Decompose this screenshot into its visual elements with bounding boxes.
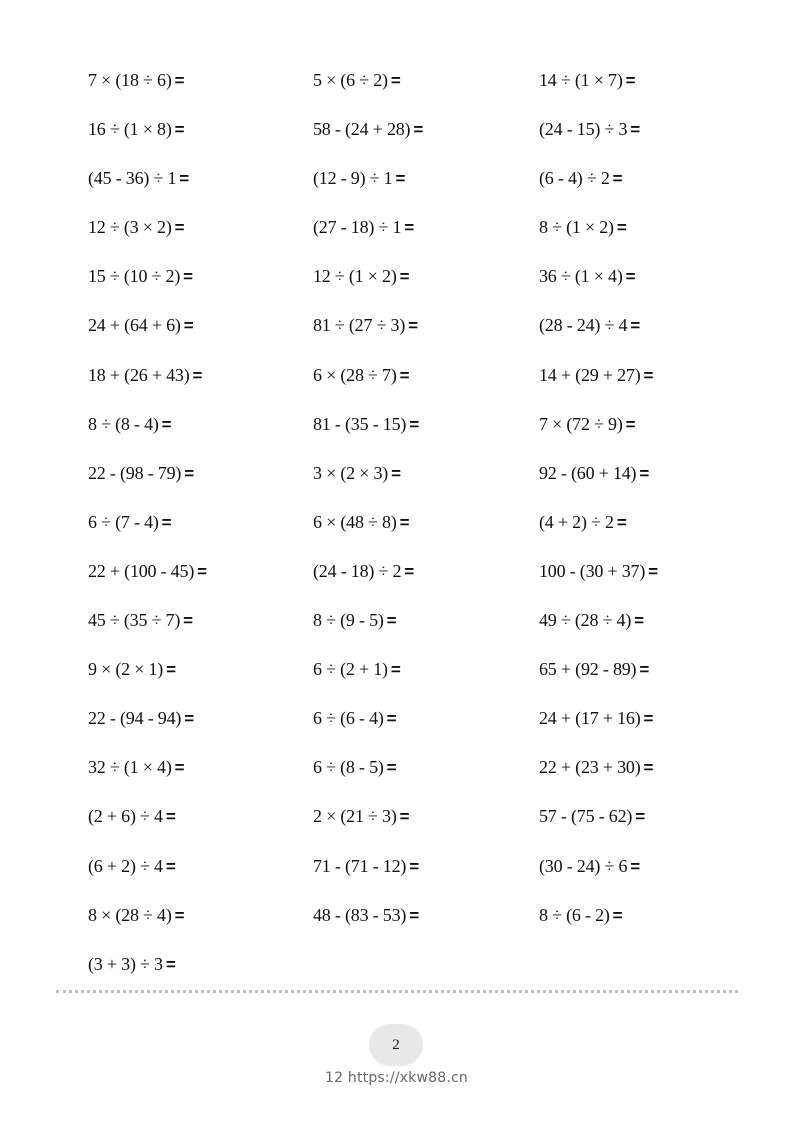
problem-expression: 32 ÷ (1 × 4): [88, 757, 172, 778]
problem-expression: 9 × (2 × 1): [88, 659, 164, 680]
math-problem: [539, 802, 739, 831]
math-problem: [88, 704, 313, 733]
problem-expression: 15 ÷ (10 ÷ 2): [88, 266, 181, 287]
dotted-divider: [56, 990, 738, 993]
equals-sign: =: [399, 365, 410, 385]
math-problem: [313, 901, 539, 930]
math-problem: [539, 262, 739, 291]
math-problem: [88, 606, 313, 635]
equals-sign: =: [643, 758, 654, 778]
problem-expression: 71 - (71 - 12): [313, 855, 407, 876]
math-problem: [313, 655, 539, 684]
equals-sign: =: [399, 807, 410, 827]
problem-expression: 81 ÷ (27 ÷ 3): [313, 315, 406, 336]
equals-sign: =: [404, 218, 414, 238]
problem-expression: (27 - 18) ÷ 1: [313, 217, 402, 238]
problem-grid: [88, 66, 748, 999]
problem-expression: (3 + 3) ÷ 3: [88, 953, 163, 974]
problem-expression: 57 - (75 - 62): [539, 806, 633, 827]
math-problem: [88, 213, 313, 242]
math-problem: [88, 655, 313, 684]
problem-row: [88, 66, 748, 115]
math-problem: [539, 164, 739, 193]
equals-sign: =: [616, 218, 627, 238]
math-problem: [88, 164, 313, 193]
problem-expression: 100 - (30 + 37): [539, 560, 646, 581]
problem-expression: (45 - 36) ÷ 1: [88, 168, 177, 189]
problem-expression: 22 - (98 - 79): [88, 462, 182, 483]
problem-expression: 92 - (60 + 14): [539, 462, 637, 483]
problem-expression: 36 ÷ (1 × 4): [539, 266, 623, 287]
math-problem: [313, 213, 539, 242]
equals-sign: =: [643, 709, 654, 729]
problem-expression: 24 + (64 + 6): [88, 315, 181, 336]
math-problem: [313, 852, 539, 881]
equals-sign: =: [386, 758, 397, 778]
problem-expression: (2 + 6) ÷ 4: [88, 806, 163, 827]
problem-expression: 22 + (100 - 45): [88, 560, 195, 581]
equals-sign: =: [395, 169, 406, 189]
problem-expression: 12 ÷ (3 × 2): [88, 217, 172, 238]
math-problem: [88, 852, 313, 881]
equals-sign: =: [179, 169, 189, 189]
problem-expression: (30 - 24) ÷ 6: [539, 855, 628, 876]
problem-expression: 6 ÷ (8 - 5): [313, 757, 384, 778]
math-problem: [88, 557, 313, 586]
problem-row: [88, 459, 748, 508]
problem-expression: 2 × (21 ÷ 3): [313, 806, 397, 827]
problem-expression: 7 × (18 ÷ 6): [88, 70, 172, 90]
problem-expression: 14 ÷ (1 × 7): [539, 70, 623, 90]
math-problem: [539, 459, 739, 488]
problem-expression: 22 - (94 - 94): [88, 708, 182, 729]
equals-sign: =: [639, 463, 650, 483]
equals-sign: =: [630, 316, 640, 336]
equals-sign: =: [616, 512, 627, 532]
problem-expression: (28 - 24) ÷ 4: [539, 315, 628, 336]
problem-expression: 8 ÷ (6 - 2): [539, 904, 610, 925]
math-problem: [88, 262, 313, 291]
math-problem: [313, 557, 539, 586]
problem-row: [88, 311, 748, 360]
equals-sign: =: [174, 120, 185, 140]
equals-sign: =: [409, 414, 419, 434]
problem-expression: 65 + (92 - 89): [539, 659, 637, 680]
problem-expression: 7 × (72 ÷ 9): [539, 413, 623, 434]
problem-expression: 22 + (23 + 30): [539, 757, 641, 778]
problem-row: [88, 115, 748, 164]
equals-sign: =: [630, 120, 640, 140]
problem-row: [88, 262, 748, 311]
math-problem: [88, 66, 313, 95]
math-problem: [88, 901, 313, 930]
equals-sign: =: [391, 463, 401, 483]
math-problem: [88, 410, 313, 439]
math-problem: [313, 115, 539, 144]
equals-sign: =: [161, 414, 172, 434]
problem-expression: 8 ÷ (8 - 4): [88, 413, 159, 434]
problem-expression: 81 - (35 - 15): [313, 413, 407, 434]
problem-expression: 8 ÷ (1 × 2): [539, 217, 614, 238]
problem-row: [88, 901, 748, 950]
equals-sign: =: [390, 71, 401, 90]
footer-source-text: 12 https://xkw88.cn: [325, 1070, 468, 1086]
equals-sign: =: [408, 316, 418, 336]
math-problem: [88, 802, 313, 831]
problem-row: [88, 852, 748, 901]
equals-sign: =: [635, 807, 645, 827]
equals-sign: =: [166, 660, 176, 680]
math-problem: [88, 115, 313, 144]
problem-expression: 6 ÷ (6 - 4): [313, 708, 384, 729]
problem-expression: (12 - 9) ÷ 1: [313, 168, 393, 189]
problem-expression: 6 ÷ (7 - 4): [88, 511, 159, 532]
problem-expression: 48 - (83 - 53): [313, 904, 407, 925]
math-problem: [88, 361, 313, 390]
problem-row: [88, 361, 748, 410]
math-problem: [313, 459, 539, 488]
equals-sign: =: [404, 561, 414, 581]
problem-expression: 6 × (28 ÷ 7): [313, 364, 397, 385]
equals-sign: =: [197, 561, 207, 581]
problem-expression: 6 ÷ (2 + 1): [313, 659, 388, 680]
problem-row: [88, 213, 748, 262]
equals-sign: =: [183, 611, 193, 631]
math-problem: [88, 950, 313, 979]
equals-sign: =: [612, 905, 623, 925]
math-problem: [313, 262, 539, 291]
problem-row: [88, 704, 748, 753]
problem-row: [88, 164, 748, 213]
equals-sign: =: [165, 954, 176, 974]
problem-row: [88, 802, 748, 851]
math-problem: [539, 557, 739, 586]
problem-expression: 49 ÷ (28 ÷ 4): [539, 610, 632, 631]
math-problem: [539, 311, 739, 340]
equals-sign: =: [174, 218, 185, 238]
equals-sign: =: [399, 267, 410, 287]
math-problem: [539, 655, 739, 684]
equals-sign: =: [174, 71, 185, 90]
problem-expression: 14 + (29 + 27): [539, 364, 641, 385]
equals-sign: =: [161, 512, 172, 532]
equals-sign: =: [184, 709, 194, 729]
problem-expression: 5 × (6 ÷ 2): [313, 70, 388, 90]
equals-sign: =: [612, 169, 623, 189]
math-problem: [313, 66, 539, 95]
problem-expression: 8 × (28 ÷ 4): [88, 904, 172, 925]
equals-sign: =: [409, 856, 419, 876]
math-problem: [539, 606, 739, 635]
problem-expression: 16 ÷ (1 × 8): [88, 119, 172, 140]
equals-sign: =: [625, 414, 636, 434]
equals-sign: =: [634, 611, 644, 631]
math-problem: [539, 508, 739, 537]
equals-sign: =: [409, 905, 419, 925]
problem-row: [88, 753, 748, 802]
math-problem: [539, 66, 739, 95]
math-problem: [539, 753, 739, 782]
math-problem: [539, 704, 739, 733]
math-problem: [313, 361, 539, 390]
problem-expression: (6 - 4) ÷ 2: [539, 168, 610, 189]
equals-sign: =: [390, 660, 401, 680]
equals-sign: =: [639, 660, 650, 680]
problem-expression: 45 ÷ (35 ÷ 7): [88, 610, 181, 631]
equals-sign: =: [192, 365, 203, 385]
equals-sign: =: [386, 709, 397, 729]
math-problem: [313, 802, 539, 831]
math-problem: [313, 704, 539, 733]
problem-expression: 58 - (24 + 28): [313, 119, 411, 140]
math-problem: [88, 753, 313, 782]
math-problem: [88, 508, 313, 537]
equals-sign: =: [625, 267, 636, 287]
math-problem: [539, 213, 739, 242]
equals-sign: =: [174, 905, 185, 925]
math-problem: [539, 115, 739, 144]
equals-sign: =: [174, 758, 185, 778]
problem-expression: 12 ÷ (1 × 2): [313, 266, 397, 287]
problem-expression: 3 × (2 × 3): [313, 462, 389, 483]
equals-sign: =: [625, 71, 636, 90]
equals-sign: =: [643, 365, 654, 385]
problem-row: [88, 655, 748, 704]
problem-expression: 8 ÷ (9 - 5): [313, 610, 384, 631]
math-problem: [313, 753, 539, 782]
equals-sign: =: [413, 120, 424, 140]
math-problem: [88, 459, 313, 488]
math-problem: [313, 606, 539, 635]
equals-sign: =: [386, 611, 397, 631]
math-problem: [539, 410, 739, 439]
math-problem: [313, 164, 539, 193]
math-problem: [313, 311, 539, 340]
problem-expression: (6 + 2) ÷ 4: [88, 855, 163, 876]
equals-sign: =: [183, 316, 194, 336]
problem-expression: 24 + (17 + 16): [539, 708, 641, 729]
problem-row: [88, 606, 748, 655]
math-problem: [539, 361, 739, 390]
equals-sign: =: [399, 512, 410, 532]
problem-expression: 18 + (26 + 43): [88, 364, 190, 385]
problem-row: [88, 508, 748, 557]
math-problem: [539, 901, 739, 930]
problem-expression: (4 + 2) ÷ 2: [539, 511, 614, 532]
page-number-badge: [369, 1024, 423, 1066]
equals-sign: =: [184, 463, 194, 483]
equals-sign: =: [648, 561, 658, 581]
math-problem: [313, 508, 539, 537]
math-problem: [313, 410, 539, 439]
problem-expression: (24 - 15) ÷ 3: [539, 119, 628, 140]
problem-expression: (24 - 18) ÷ 2: [313, 560, 402, 581]
equals-sign: =: [165, 807, 176, 827]
problem-row: [88, 557, 748, 606]
problem-row: [88, 410, 748, 459]
math-problem: [88, 311, 313, 340]
math-problem: [539, 852, 739, 881]
page-number: 2: [392, 1036, 400, 1053]
equals-sign: =: [630, 856, 640, 876]
equals-sign: =: [183, 267, 193, 287]
problem-expression: 6 × (48 ÷ 8): [313, 511, 397, 532]
equals-sign: =: [165, 856, 176, 876]
